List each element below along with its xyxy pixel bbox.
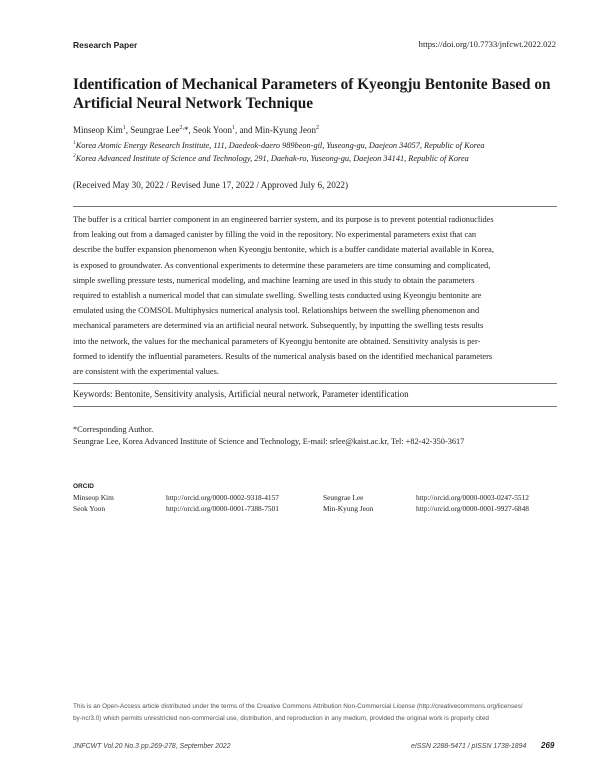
abstract-top-rule: [73, 206, 557, 207]
orcid-link[interactable]: http://orcid.org/0000-0001-9927-6848: [416, 504, 529, 513]
orcid-name: Min-Kyung Jeon: [323, 504, 374, 513]
affiliation-sup: 1: [73, 140, 76, 146]
corresponding-label: *Corresponding Author.: [73, 425, 154, 434]
license-line: This is an Open-Access article distributed under the terms of the Creative Commons Attribution Non-Commercial License (http://creativecommons.org/licenses/: [73, 703, 523, 710]
abstract-line: from leaking out from a damaged canister by filling the void in the repository. No experimental parameters exist that can: [73, 230, 477, 240]
footer-issn: eISSN 2288-5471 / pISSN 1738-1894: [411, 743, 527, 750]
abstract-mid-rule: [73, 383, 557, 384]
affiliation-1: [73, 140, 485, 150]
author-list: [73, 125, 319, 135]
title-line: Identification of Mechanical Parameters of Kyeongju Bentonite Based on: [73, 76, 551, 93]
paper-title: [73, 75, 593, 113]
author-separator: ,: [125, 125, 131, 135]
abstract-line: is exposed to groundwater. As conventional experiments to determine these parameters are time consuming and complicated,: [73, 260, 491, 270]
doi-link[interactable]: https://doi.org/10.7733/jnfcwt.2022.022: [418, 39, 556, 49]
author-name: Minseop Kim: [73, 125, 123, 135]
keywords: Keywords: Bentonite, Sensitivity analysis, Artificial neural network, Parameter identification: [73, 389, 409, 399]
author-affil-sup: 1: [232, 125, 236, 131]
received-dates: (Received May 30, 2022 / Revised June 17, 2022 / Approved July 6, 2022): [73, 180, 349, 190]
abstract-line: emulated using the COMSOL Multiphysics numerical analysis tool. Relationships between the swelling phenomenon and: [73, 306, 480, 316]
author-affil-sup: 1: [122, 125, 126, 131]
orcid-heading: ORCID: [73, 483, 94, 490]
author-name: Seungrae Lee: [130, 125, 180, 135]
author-affil-sup: 2: [316, 125, 320, 131]
orcid-name: Seok Yoon: [73, 504, 106, 513]
abstract-line: into the network, the values for the mechanical parameters of Kyeongju bentonite are obtained. Sensitivity analysis is per-: [73, 336, 481, 346]
license-line: by-nc/3.0) which permits unrestricted non-commercial use, distribution, and reproduction in any medium, provided the original work is properly cited: [73, 714, 489, 722]
abstract-bottom-rule: [73, 406, 557, 407]
affiliation-sup: 2: [73, 153, 76, 159]
author-separator: , and: [235, 125, 255, 135]
abstract-line: mechanical parameters are determined via an artificial neural network. Subsequently, by inputting the swelling tests results: [73, 321, 484, 331]
paper-type-label: Research Paper: [73, 40, 138, 50]
abstract-line: simple swelling pressure tests, numerical modeling, and machine learning are used in this study to obtain the parameters: [73, 275, 475, 285]
orcid-link[interactable]: http://orcid.org/0000-0003-0247-5512: [416, 493, 529, 502]
page-number: 269: [541, 741, 555, 750]
footer-journal: JNFCWT Vol.20 No.3 pp.269-278, September 2022: [73, 743, 231, 750]
affiliation-text: Korea Advanced Institute of Science and Technology, 291, Daehak-ro, Yuseong-gu, Daejeon 34141, Republic of Korea: [75, 153, 469, 163]
abstract-line: describe the buffer expansion phenomenon when Kyeongju bentonite, which is a buffer candidate material available in Korea,: [73, 245, 494, 255]
abstract-line: required to establish a numerical model that can simulate swelling. Swelling tests conducted using Kyeongju bentonite are: [73, 291, 482, 301]
author-affil-sup: 2,: [179, 125, 184, 131]
author-name: Min-Kyung Jeon: [254, 125, 317, 135]
orcid-name: Minseop Kim: [73, 493, 114, 502]
affiliation-2: [73, 153, 469, 163]
abstract: [73, 212, 557, 379]
license-notice: [73, 701, 565, 724]
affiliation-text: Korea Atomic Energy Research Institute, 111, Daedeok-daero 989beon-gil, Yuseong-gu, Daejeon 34057, Republic of Korea: [75, 140, 485, 150]
orcid-link[interactable]: http://orcid.org/0000-0002-9318-4157: [166, 493, 279, 502]
abstract-line: are consistent with the experimental values.: [73, 367, 219, 377]
abstract-line: formed to identify the influential parameters. Results of the numerical analysis based on the identified mechanical parameters: [73, 351, 493, 361]
abstract-line: The buffer is a critical barrier component in an engineered barrier system, and its purpose is to prevent potential radionuclides: [73, 215, 494, 224]
corresponding-detail: Seungrae Lee, Korea Advanced Institute of Science and Technology, E-mail: srlee@kaist.ac.kr, Tel: +82-42-350-3617: [73, 437, 465, 446]
title-line: Artificial Neural Network Technique: [73, 95, 314, 112]
author-separator: *,: [184, 125, 193, 135]
orcid-name: Seungrae Lee: [323, 493, 364, 502]
author-name: Seok Yoon: [193, 125, 233, 135]
orcid-link[interactable]: http://orcid.org/0000-0001-7388-7501: [166, 504, 279, 513]
